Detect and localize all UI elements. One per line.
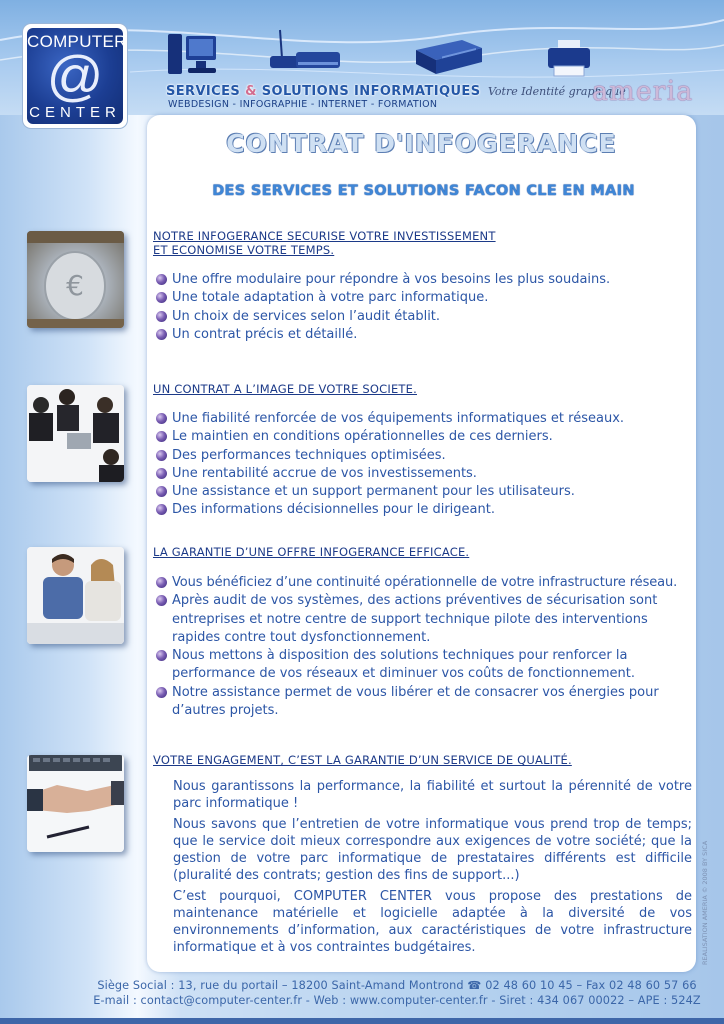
services-ampersand: & [245,84,257,99]
section-heading-4-line-1: VOTRE ENGAGEMENT, C’EST LA GARANTIE D’UN SERVICE DE QUALITÉ. [153,753,572,767]
list-item: Le maintien en conditions opérationnelles de ces derniers. [155,428,624,446]
bullet-icon [156,311,167,322]
list-item: Une offre modulaire pour répondre à vos besoins les plus soudains. [155,271,610,289]
section-list-1 [155,271,610,344]
bullet-icon [156,577,167,588]
content-card [147,115,696,972]
bottom-edge [0,1018,724,1024]
list-item: Après audit de vos systèmes, des actions préventives de sécurisation sont entreprises et notre centre de support technique pilote des interventions rapides contre tout dysfonctionnement. [155,592,690,647]
logo-bottom-text: CENTER [29,104,121,121]
services-text-2: SOLUTIONS INFORMATIQUES [256,84,481,99]
bullet-icon [156,504,167,515]
services-text-1: SERVICES [166,84,246,99]
credit-label: REALISATION AMERIA © 2008 BY SICA [701,840,709,965]
logo-at-symbol: @ [46,44,104,107]
bullet-icon [156,450,167,461]
commitment-paragraph-3: C’est pourquoi, COMPUTER CENTER vous propose des prestations de maintenance matérielle et logicielle adaptée à la diversité de vos environnements d’information, aux caractéristiques de votre infrastructure informatique et à vos contraintes budgétaires. [173,889,692,955]
network-switch-icon [412,36,484,76]
hourglass-euro-photo [27,231,124,328]
webdesign-line: WEBDESIGN - INFOGRAPHIE - INTERNET - FORMATION [168,99,438,110]
tagline: Votre Identité graphique [488,85,626,98]
commitment-paragraph-1: Nous garantissons la performance, la fiabilité et surtout la pérennité de votre parc informatique ! [173,779,692,811]
list-item: Une totale adaptation à votre parc informatique. [155,289,610,307]
list-item: Une rentabilité accrue de vos investissements. [155,465,624,483]
bullet-icon [156,486,167,497]
ameria-brand: ameria [592,76,694,107]
bullet-icon [156,650,167,661]
footer-phones: 02 48 60 10 45 – Fax 02 48 60 57 66 [485,979,697,992]
section-list-3 [155,574,690,720]
list-item: Des performances techniques optimisées. [155,447,624,465]
footer-address-line [0,979,724,992]
contract-title: CONTRAT D'INFOGERANCE [226,129,617,158]
section-heading-1-line-2: ET ECONOMISE VOTRE TEMPS. [153,243,335,257]
list-item: Une assistance et un support permanent pour les utilisateurs. [155,483,624,501]
contract-subtitle: DES SERVICES ET SOLUTIONS FACON CLE EN MAIN [212,183,635,199]
wifi-router-icon [266,26,346,76]
printer-icon [544,38,596,80]
section-heading-2-line-1: UN CONTRAT A L’IMAGE DE VOTRE SOCIETE. [153,382,417,396]
bullet-icon [156,292,167,303]
bullet-icon [156,274,167,285]
business-team-photo [27,385,124,482]
list-item: Un contrat précis et détaillé. [155,326,610,344]
credit-text [699,807,709,967]
list-item: Vous bénéficiez d’une continuité opérationnelle de votre infrastructure réseau. [155,574,690,592]
bullet-icon [156,329,167,340]
list-item: Un choix de services selon l’audit établit. [155,308,610,326]
bullet-icon [156,595,167,606]
services-banner [166,84,480,99]
bullet-icon [156,413,167,424]
section-heading-3-line-1: LA GARANTIE D’UNE OFFRE INFOGERANCE EFFICACE. [153,545,470,559]
section-heading-2 [153,382,417,396]
section-heading-1-line-1: NOTRE INFOGERANCE SECURISE VOTRE INVESTISSEMENT [153,229,496,243]
bullet-icon [156,468,167,479]
section-heading-1 [153,229,496,257]
footer-address: Siège Social : 13, rue du portail – 18200 Saint-Amand Montrond [97,979,464,992]
svg-text:€: € [66,269,84,302]
section-list-2 [155,410,624,520]
handshake-keyboard-photo [27,755,124,852]
call-center-photo [27,547,124,644]
list-item: Notre assistance permet de vous libérer et de consacrer vos énergies pour d’autres projets. [155,684,690,721]
section-heading-3 [153,545,469,559]
computer-center-logo [23,24,127,128]
list-item: Une fiabilité renforcée de vos équipements informatiques et réseaux. [155,410,624,428]
commitment-paragraph-2: Nous savons que l’entretien de votre informatique vous prend trop de temps; que le service doit mieux correspondre aux exigences de votre société; que la gestion de votre parc informatique de prestataires différents est difficile (pluralité des contrats; gestion des fins de support...) [173,817,692,883]
bullet-icon [156,687,167,698]
bullet-icon [156,431,167,442]
list-item: Des informations décisionnelles pour le dirigeant. [155,501,624,519]
desktop-computer-icon [166,30,224,78]
footer-contact-line: E-mail : contact@computer-center.fr - Web : www.computer-center.fr - Siret : 434 067 00022 – APE : 524Z [93,994,701,1007]
logo-top-text: COMPUTER [27,32,127,51]
phone-icon: ☎ [467,979,482,992]
list-item: Nous mettons à disposition des solutions techniques pour renforcer la performance de vos réseaux et diminuer vos coûts de fonctionnement. [155,647,690,684]
section-heading-4 [153,753,572,767]
